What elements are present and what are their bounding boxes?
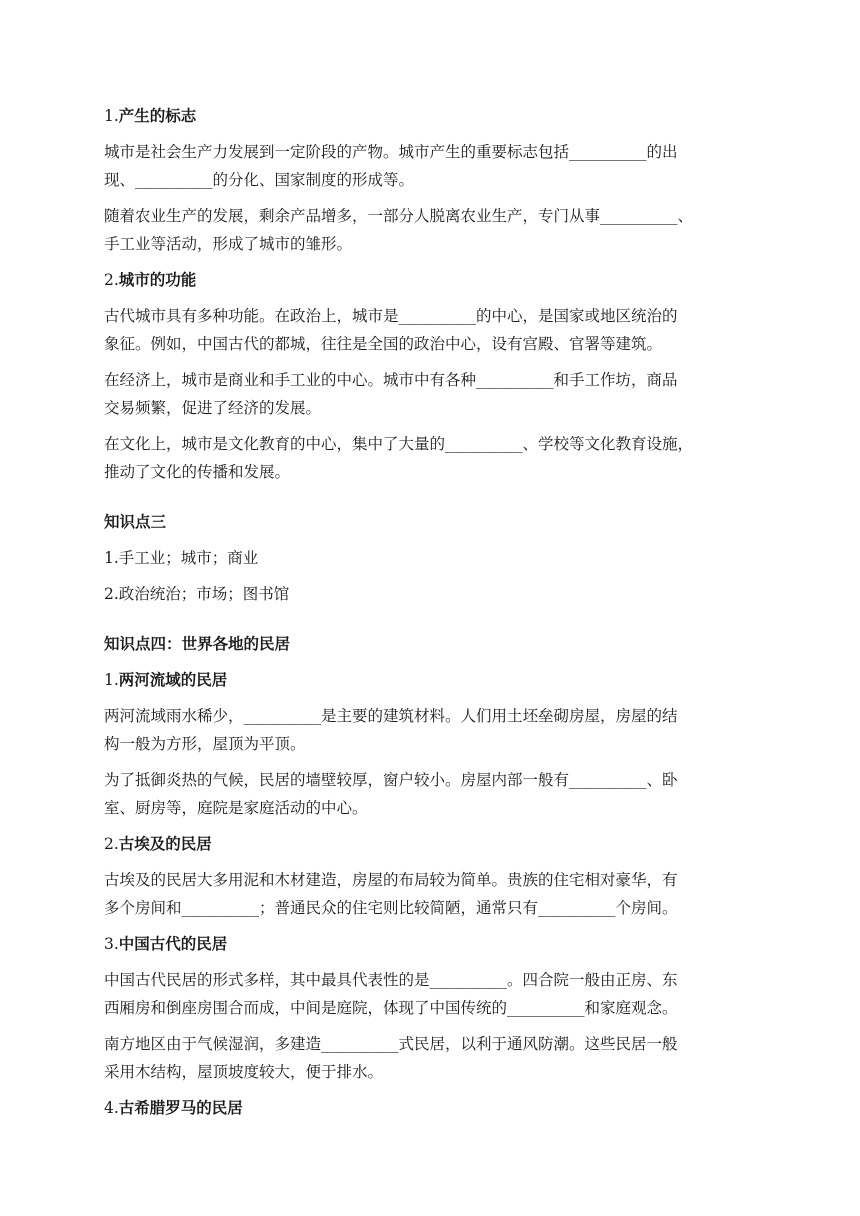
text-line: 古埃及的民居大多用泥和木材建造，房屋的布局较为简单。贵族的住宅相对豪华，有 [104, 871, 678, 889]
answer-line: 1.手工业；城市；商业 [104, 549, 259, 567]
heading-text: 产生的标志 [118, 107, 197, 125]
heading-text: 两河流域的民居 [118, 671, 228, 689]
answer-line: 2.政治统治；市场；图书馆 [104, 585, 290, 603]
heading-number: 4. [104, 1099, 119, 1117]
heading-number: 1. [104, 671, 119, 689]
text-line: 采用木结构，屋顶坡度较大，便于排水。 [104, 1063, 384, 1081]
text-line: 南方地区由于气候湿润，多建造__________式民居，以利于通风防潮。这些民居一般 [104, 1035, 678, 1053]
heading-origin-signs [104, 102, 764, 130]
text-line: 多个房间和__________；普通民众的住宅则比较简陋，通常只有__________个房间。 [104, 899, 678, 917]
paragraph [104, 430, 764, 486]
text-line: 推动了文化的传播和发展。 [104, 463, 291, 481]
paragraph [104, 138, 764, 194]
text-line: 随着农业生产的发展，剩余产品增多，一部分人脱离农业生产，专门从事__________、 [104, 207, 694, 225]
heading-text: 古希腊罗马的民居 [118, 1099, 243, 1117]
text-line: 在文化上，城市是文化教育的中心，集中了大量的__________、学校等文化教育设施， [104, 435, 694, 453]
paragraph [104, 366, 764, 422]
heading-text: 古埃及的民居 [118, 835, 212, 853]
text-line: 室、厨房等，庭院是家庭活动的中心。 [104, 799, 368, 817]
document-page [104, 102, 764, 1130]
heading-text: 城市的功能 [118, 271, 197, 289]
heading-number: 1. [104, 107, 119, 125]
heading-number: 2. [104, 835, 119, 853]
heading-number: 2. [104, 271, 119, 289]
heading-china-dwellings [104, 930, 764, 958]
paragraph [104, 766, 764, 822]
text-line: 在经济上，城市是商业和手工业的中心。城市中有各种__________和手工作坊，商品 [104, 371, 678, 389]
text-line: 西厢房和倒座房围合而成，中间是庭院，体现了中国传统的__________和家庭观念。 [104, 999, 678, 1017]
text-line: 古代城市具有多种功能。在政治上，城市是__________的中心，是国家或地区统治的 [104, 307, 678, 325]
paragraph [104, 202, 764, 258]
paragraph [104, 866, 764, 922]
text-line: 中国古代民居的形式多样，其中最具代表性的是__________。四合院一般由正房、东 [104, 971, 678, 989]
paragraph [104, 702, 764, 758]
text-line: 现、__________的分化、国家制度的形成等。 [104, 171, 415, 189]
text-line: 两河流域雨水稀少，__________是主要的建筑材料。人们用土坯垒砌房屋，房屋的结 [104, 707, 678, 725]
section-title-knowledge-4: 知识点四：世界各地的民居 [104, 635, 291, 653]
heading-egypt-dwellings [104, 830, 764, 858]
paragraph [104, 966, 764, 1022]
text-line: 为了抵御炎热的气候，民居的墙壁较厚，窗户较小。房屋内部一般有__________、卧 [104, 771, 678, 789]
section-title-knowledge-3: 知识点三 [104, 513, 167, 531]
text-line: 交易频繁，促进了经济的发展。 [104, 399, 322, 417]
paragraph [104, 1030, 764, 1086]
heading-number: 3. [104, 935, 119, 953]
text-line: 构一般为方形，屋顶为平顶。 [104, 735, 306, 753]
heading-greece-rome-dwellings [104, 1094, 764, 1122]
heading-text: 中国古代的民居 [118, 935, 228, 953]
text-line: 象征。例如，中国古代的都城，往往是全国的政治中心，设有宫殿、官署等建筑。 [104, 335, 663, 353]
text-line: 手工业等活动，形成了城市的雏形。 [104, 235, 353, 253]
heading-mesopotamia-dwellings [104, 666, 764, 694]
paragraph [104, 302, 764, 358]
text-line: 城市是社会生产力发展到一定阶段的产物。城市产生的重要标志包括__________的出 [104, 143, 678, 161]
heading-city-functions [104, 266, 764, 294]
